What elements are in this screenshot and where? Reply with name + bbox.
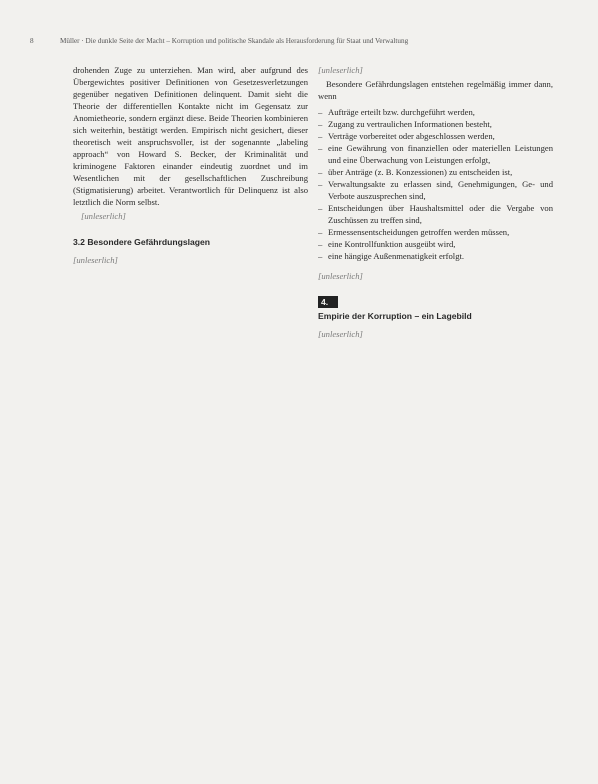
list-item: – über Anträge (z. B. Konzessionen) zu entscheiden ist, xyxy=(318,166,553,178)
list-item: – Zugang zu vertraulichen Informationen besteht, xyxy=(318,118,553,130)
running-header xyxy=(30,34,570,48)
chapter-heading xyxy=(318,296,553,322)
illegible-paragraph: [unleserlich] xyxy=(81,211,126,221)
page-number: 8 xyxy=(30,37,34,45)
illegible-paragraph: [unleserlich] xyxy=(318,329,363,339)
chapter-number-badge: 4. xyxy=(318,296,338,308)
risk-list xyxy=(318,106,553,262)
list-item: – Aufträge erteilt bzw. durchgeführt werden, xyxy=(318,106,553,118)
running-title: Müller · Die dunkle Seite der Macht – Korruption und politische Skandale als Herausforderung für Staat und Verwaltung xyxy=(60,37,409,45)
illegible-paragraph: [unleserlich] xyxy=(73,255,118,265)
list-item: – eine hängige Außenmenatigkeit erfolgt. xyxy=(318,250,553,262)
body-paragraph: Besondere Gefährdungslagen entstehen regelmäßig immer dann, wenn xyxy=(318,79,553,101)
illegible-paragraph: [unleserlich] xyxy=(318,65,363,75)
list-item: – eine Kontrollfunktion ausgeübt wird, xyxy=(318,238,553,250)
body-paragraph: drohenden Zuge zu unterziehen. Man wird, aber aufgrund des Übergewichtes positiver Definitionen von Gesetzesverletzungen gegenüber negativen Definitionen delinquent. Damit sieht die Theorie der differentiellen Kontakte nicht im Gegensatz zur Anomietheorie, sondern ergänzt diese. Beide Theorien kombinieren sich weiterhin, bestätigt werden. Empirisch nicht gesichert, dieser theoretisch weit anspruchsvoller, ist der sogenannte „labeling approach“ von Howard S. Becker, der Kriminalität und kriminogene Faktoren einander eindeutig zuordnet und im Wesentlichen mit der gesellschaftlichen Zuschreibung (Stigmatisierung) arbeitet. Verantwortlich für Delinquenz ist also letztlich die Norm selbst. xyxy=(73,65,308,207)
left-column xyxy=(73,64,308,780)
list-item: – Entscheidungen über Haushaltsmittel oder die Vergabe von Zuschüssen zu treffen sind, xyxy=(318,202,553,226)
chapter-title: Empirie der Korruption – ein Lagebild xyxy=(318,311,472,321)
right-column xyxy=(318,64,553,780)
illegible-paragraph: [unleserlich] xyxy=(318,271,363,281)
list-item: – Verwaltungsakte zu erlassen sind, Genehmigungen, Ge- und Verbote auszusprechen sind, xyxy=(318,178,553,202)
list-item: – Verträge vorbereitet oder abgeschlossen werden, xyxy=(318,130,553,142)
section-heading: 3.2 Besondere Gefährdungslagen xyxy=(73,237,211,247)
list-item: – eine Gewährung von finanziellen oder materiellen Leistungen und eine Überwachung von Leistungen erfolgt, xyxy=(318,142,553,166)
list-item: – Ermessensentscheidungen getroffen werden müssen, xyxy=(318,226,553,238)
